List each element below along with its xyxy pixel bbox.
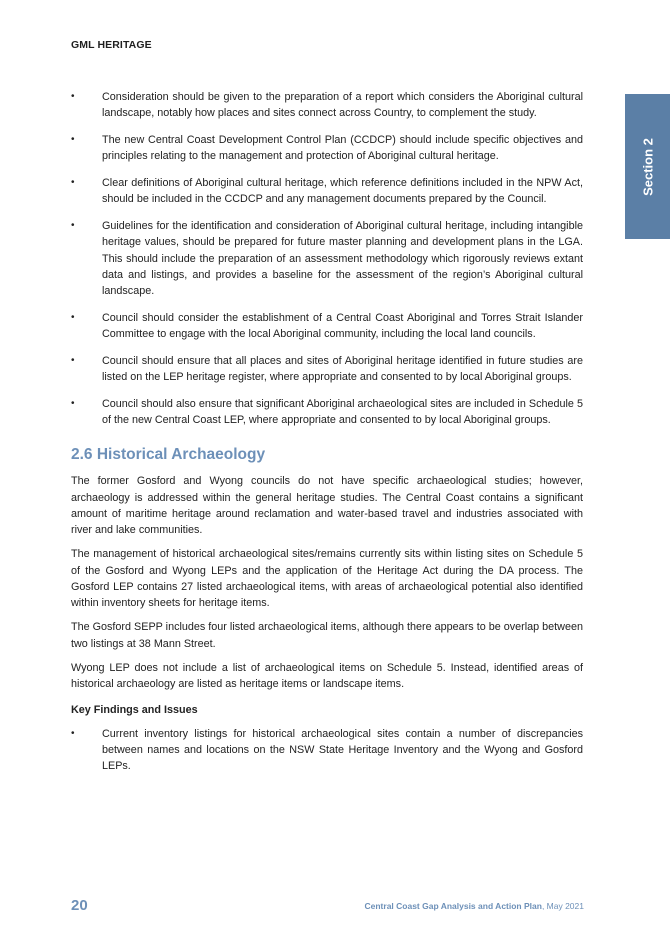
bullet-icon: • [71, 397, 75, 409]
paragraph: The management of historical archaeological sites/remains currently sits within listing sites on Schedule 5 of the Gosford and Wyong LEPs and the application of the Heritage Act during the DA process. The Gosford LEP contains 27 listed archaeological items, with areas of archaeological potential also identified within inventory sheets for heritage items. [71, 548, 583, 610]
bullet-icon: • [71, 219, 75, 231]
bullet-icon: • [71, 91, 75, 102]
recommendation-list [71, 89, 583, 428]
section-heading: 2.6 Historical Archaeology [71, 446, 266, 464]
list-item: • Council should ensure that all places and sites of Aboriginal heritage identified in future studies are listed on the LEP heritage register, where appropriate and consented to by local Aboriginal groups. [71, 354, 583, 384]
bullet-icon: • [71, 354, 75, 366]
list-item: • Consideration should be given to the preparation of a report which considers the Aboriginal cultural landscape, notably how places and sites connect across Country, to complement the study. [71, 91, 583, 120]
list-item: • Clear definitions of Aboriginal cultural heritage, which reference definitions included in the NPW Act, should be included in the CCDCP and any management documents prepared by the Council. [71, 176, 583, 206]
page-content [71, 89, 583, 785]
doc-title: Central Coast Gap Analysis and Action Plan [364, 901, 542, 911]
list-item: • Guidelines for the identification and consideration of Aboriginal cultural heritage, including intangible heritage values, should be prepared for future master planning and development plans in the LGA. This should include the preparation of an assessment methodology which rigorously reviews extant data and listings, and provides a baseline for the assessment of the region’s Aboriginal cultural landscape. [71, 219, 583, 298]
doc-date: , May 2021 [541, 901, 584, 911]
paragraph: The former Gosford and Wyong councils do not have specific archaeological studies; however, archaeology is addressed within the general heritage studies. The Central Coast contains a significant amount of maritime heritage around reclamation and water-based travel and industries associated with river and lake communities. [71, 475, 583, 537]
list-item: • Council should consider the establishment of a Central Coast Aboriginal and Torres Strait Islander Committee to engage with the local Aboriginal community, including the local land councils. [71, 311, 583, 341]
findings-list [71, 726, 583, 775]
page-number: 20 [71, 897, 88, 914]
list-item: • The new Central Coast Development Control Plan (CCDCP) should include specific objectives and principles relating to the management and protection of Aboriginal cultural heritage. [71, 133, 583, 163]
paragraph: Wyong LEP does not include a list of archaeological items on Schedule 5. Instead, identified areas of historical archaeology are listed as heritage items or landscape items. [71, 661, 583, 691]
subheading: Key Findings and Issues [71, 704, 198, 717]
bullet-icon: • [71, 311, 75, 323]
bullet-icon: • [71, 176, 75, 188]
section-tab-label: Section 2 [640, 137, 655, 196]
bullet-icon: • [71, 133, 75, 145]
paragraph: The Gosford SEPP includes four listed archaeological items, although there appears to be overlap between two listings at 38 Mann Street. [71, 621, 583, 650]
running-header: GML HERITAGE [71, 39, 152, 51]
section-tab [625, 94, 670, 239]
footer-title [365, 901, 585, 911]
list-item: • Current inventory listings for historical archaeological sites contain a number of discrepancies between names and locations on the NSW State Heritage Inventory and the Wyong and Gosford LEPs. [71, 727, 583, 773]
bullet-icon: • [71, 727, 75, 739]
list-item: • Council should also ensure that significant Aboriginal archaeological sites are included in Schedule 5 of the new Central Coast LEP, where appropriate and consented to by local Aboriginal groups. [71, 397, 583, 427]
